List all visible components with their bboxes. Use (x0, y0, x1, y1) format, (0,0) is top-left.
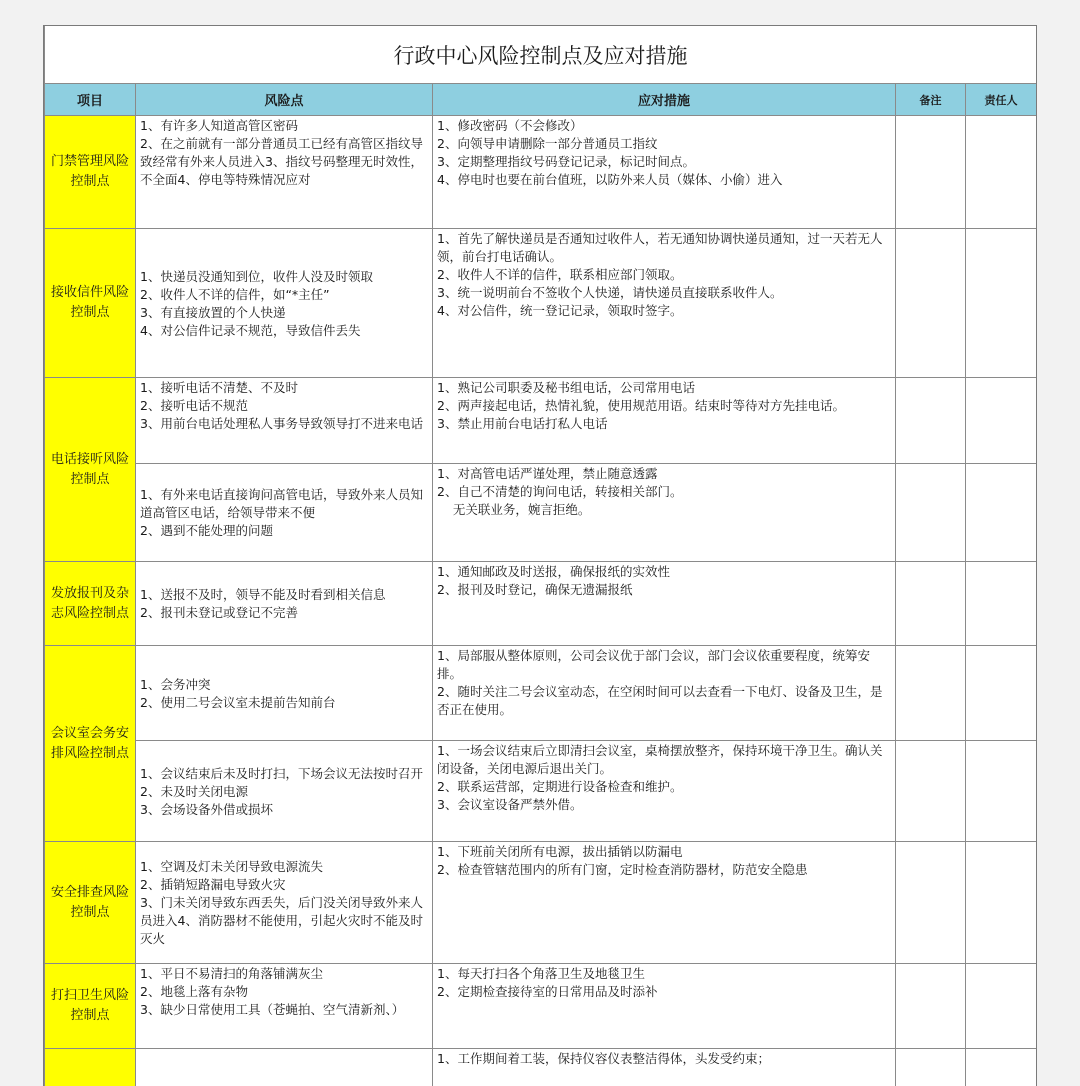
category-cell: 接收信件风险控制点 (45, 229, 136, 378)
measure-cell: 1、通知邮政及时送报，确保报纸的实效性 2、报刊及时登记，确保无遗漏报纸 (433, 562, 896, 646)
risk-cell: 1、送报不及时，领导不能及时看到相关信息 2、报刊未登记或登记不完善 (136, 562, 433, 646)
measure-cell: 1、一场会议结束后立即清扫会议室，桌椅摆放整齐，保持环境干净卫生。确认关闭设备，关闭电源后退出关门。 2、联系运营部，定期进行设备检查和维护。 3、会议室设备严禁外借。 (433, 741, 896, 842)
table-row (45, 964, 1037, 1049)
header-owner: 责任人 (966, 84, 1037, 116)
risk-cell: 1、空调及灯未关闭导致电源流失 2、插销短路漏电导致火灾 3、门未关闭导致东西丢失，后门没关闭导致外来人员进入4、消防器材不能使用，引起火灾时不能及时灭火 (136, 842, 433, 964)
measure-cell: 1、对高管电话严谨处理，禁止随意透露 2、自己不清楚的询问电话，转接相关部门。 无关联业务，婉言拒绝。 (433, 464, 896, 562)
measure-cell: 1、修改密码（不会修改） 2、向领导申请删除一部分普通员工指纹 3、定期整理指纹号码登记记录，标记时间点。 4、停电时也要在前台值班，以防外来人员（媒体、小偷）进入 (433, 116, 896, 229)
owner-cell (966, 646, 1037, 741)
table-row (45, 1049, 1037, 1086)
measure-cell: 1、工作期间着工装，保持仪容仪表整洁得体，头发受约束； (433, 1049, 896, 1086)
table-row (45, 562, 1037, 646)
measure-cell: 1、下班前关闭所有电源，拔出插销以防漏电 2、检查管辖范围内的所有门窗，定时检查消防器材，防范安全隐患 (433, 842, 896, 964)
risk-cell: 1、平日不易清扫的角落铺满灰尘 2、地毯上落有杂物 3、缺少日常使用工具（苍蝇拍、空气清新剂、） (136, 964, 433, 1049)
risk-cell: 1、有许多人知道高管区密码 2、在之前就有一部分普通员工已经有高管区指纹导致经常有外来人员进入3、指纹号码整理无时效性，不全面4、停电等特殊情况应对 (136, 116, 433, 229)
note-cell (896, 562, 966, 646)
measure-cell: 1、熟记公司职委及秘书组电话，公司常用电话 2、两声接起电话，热情礼貌，使用规范用语。结束时等待对方先挂电话。 3、禁止用前台电话打私人电话 (433, 378, 896, 464)
category-cell (45, 1049, 136, 1086)
owner-cell (966, 229, 1037, 378)
owner-cell (966, 116, 1037, 229)
header-risk: 风险点 (136, 84, 433, 116)
risk-cell: 1、会务冲突 2、使用二号会议室未提前告知前台 (136, 646, 433, 741)
note-cell (896, 964, 966, 1049)
risk-cell: 1、有外来电话直接询问高管电话，导致外来人员知道高管区电话，给领导带来不便 2、遇到不能处理的问题 (136, 464, 433, 562)
category-cell: 安全排查风险控制点 (45, 842, 136, 964)
owner-cell (966, 378, 1037, 464)
table-row (45, 646, 1037, 741)
note-cell (896, 464, 966, 562)
risk-cell: 1、快递员没通知到位，收件人没及时领取 2、收件人不详的信件，如“*主任” 3、有直接放置的个人快递 4、对公信件记录不规范，导致信件丢失 (136, 229, 433, 378)
category-cell: 打扫卫生风险控制点 (45, 964, 136, 1049)
measure-cell: 1、每天打扫各个角落卫生及地毯卫生 2、定期检查接待室的日常用品及时添补 (433, 964, 896, 1049)
risk-cell: 1、接听电话不清楚、不及时 2、接听电话不规范 3、用前台电话处理私人事务导致领导打不进来电话 (136, 378, 433, 464)
owner-cell (966, 741, 1037, 842)
note-cell (896, 1049, 966, 1086)
header-item: 项目 (45, 84, 136, 116)
note-cell (896, 229, 966, 378)
owner-cell (966, 964, 1037, 1049)
category-cell: 发放报刊及杂志风险控制点 (45, 562, 136, 646)
note-cell (896, 378, 966, 464)
category-cell: 会议室会务安排风险控制点 (45, 646, 136, 842)
sheet-title: 行政中心风险控制点及应对措施 (45, 26, 1037, 84)
header-note: 备注 (896, 84, 966, 116)
owner-cell (966, 464, 1037, 562)
category-cell: 电话接听风险控制点 (45, 378, 136, 562)
owner-cell (966, 842, 1037, 964)
table-row (45, 464, 1037, 562)
table-row (45, 741, 1037, 842)
risk-cell (136, 1049, 433, 1086)
spreadsheet (43, 25, 1037, 1086)
note-cell (896, 741, 966, 842)
note-cell (896, 646, 966, 741)
table-row (45, 842, 1037, 964)
header-measure: 应对措施 (433, 84, 896, 116)
measure-cell: 1、局部服从整体原则，公司会议优于部门会议，部门会议依重要程度，统筹安排。 2、随时关注二号会议室动态，在空闲时间可以去查看一下电灯、设备及卫生，是否正在使用。 (433, 646, 896, 741)
table-row (45, 116, 1037, 229)
table-row (45, 229, 1037, 378)
table-row (45, 378, 1037, 464)
risk-cell: 1、会议结束后未及时打扫，下场会议无法按时召开 2、未及时关闭电源 3、会场设备外借或损坏 (136, 741, 433, 842)
note-cell (896, 842, 966, 964)
measure-cell: 1、首先了解快递员是否通知过收件人，若无通知协调快递员通知，过一天若无人领，前台打电话确认。 2、收件人不详的信件，联系相应部门领取。 3、统一说明前台不签收个人快递，请快递员直接联系收件人。 4、对公信件，统一登记记录，领取时签字。 (433, 229, 896, 378)
category-cell: 门禁管理风险控制点 (45, 116, 136, 229)
header-row (45, 84, 1037, 116)
owner-cell (966, 1049, 1037, 1086)
risk-control-table (44, 26, 1037, 1086)
owner-cell (966, 562, 1037, 646)
note-cell (896, 116, 966, 229)
